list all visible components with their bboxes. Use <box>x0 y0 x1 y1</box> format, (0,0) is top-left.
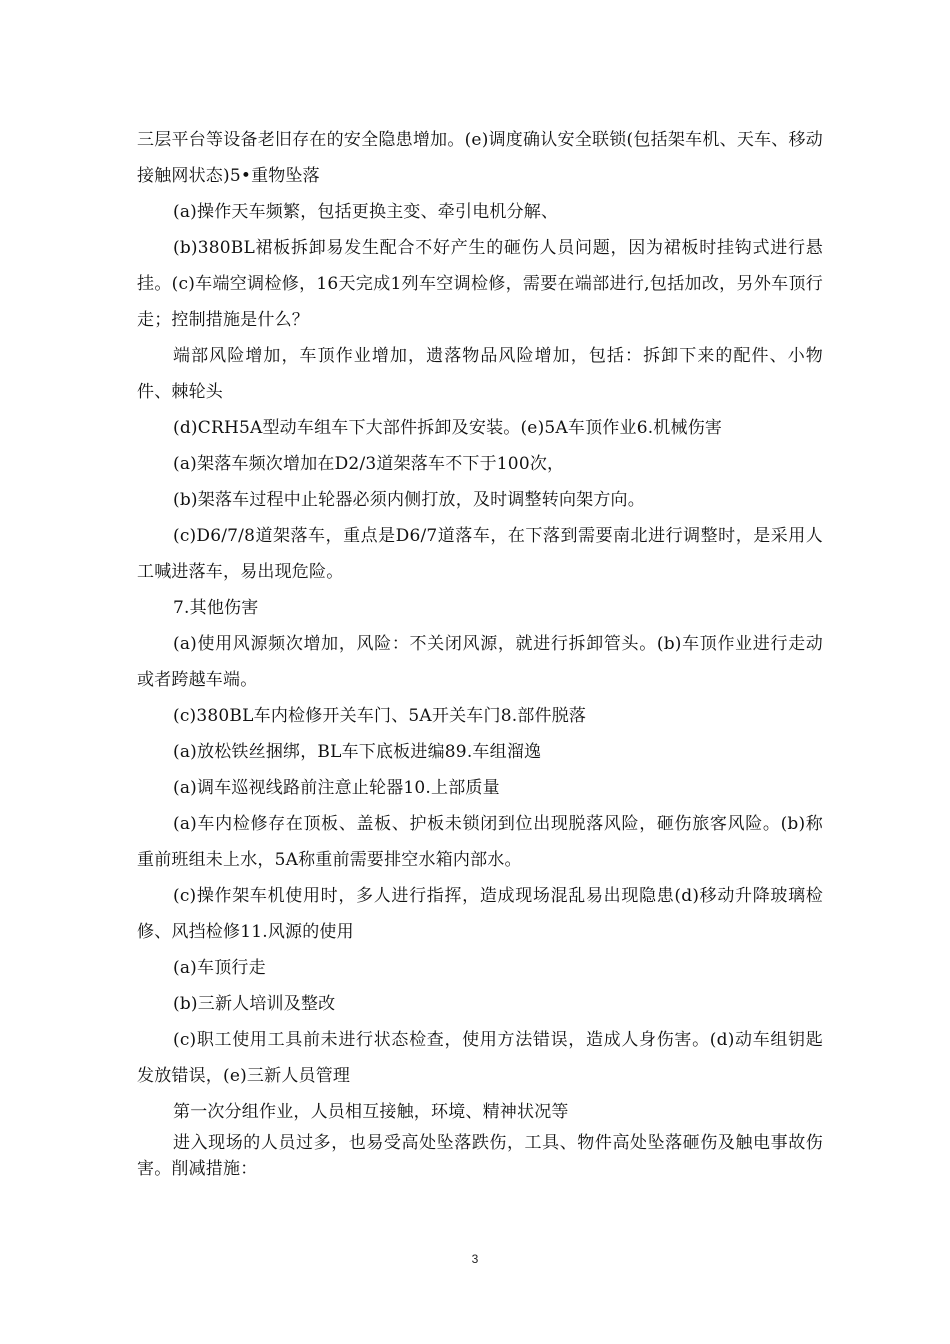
paragraph-9: 7.其他伤害 <box>173 598 259 618</box>
paragraph-3: (b)380BL裙板拆卸易发生配合不好产生的砸伤人员问题，因为裙板时挂钩式进行悬挂。(c)车端空调检修，16天完成1列车空调检修，需要在端部进行,包括加改，另外车顶行走；控制措施是什么？ <box>137 238 823 330</box>
paragraph-4: 端部风险增加，车顶作业增加，遗落物品风险增加，包括：拆卸下来的配件、小物件、棘轮头 <box>137 346 823 402</box>
paragraph-15: (c)操作架车机使用时，多人进行指挥，造成现场混乱易出现隐患(d)移动升降玻璃检修、风挡检修11.风源的使用 <box>137 886 823 942</box>
paragraph-7: (b)架落车过程中止轮器必须内侧打放，及时调整转向架方向。 <box>173 490 645 510</box>
paragraph-13: (a)调车巡视线路前注意止轮器10.上部质量 <box>173 778 500 798</box>
paragraph-1: 三层平台等设备老旧存在的安全隐患增加。(e)调度确认安全联锁(包括架车机、天车、移动接触网状态)5•重物坠落 <box>137 130 823 186</box>
paragraph-17: (b)三新人培训及整改 <box>173 994 336 1014</box>
paragraph-5: (d)CRH5A型动车组车下大部件拆卸及安装。(e)5A车顶作业6.机械伤害 <box>173 418 723 438</box>
paragraph-2: (a)操作天车频繁，包括更换主变、牵引电机分解、 <box>173 202 559 222</box>
paragraph-6: (a)架落车频次增加在D2/3道架落车不下于100次， <box>173 454 565 474</box>
paragraph-8: (c)D6/7/8道架落车，重点是D6/7道落车，在下落到需要南北进行调整时，是采用人工喊进落车，易出现危险。 <box>137 526 823 582</box>
page-number: 3 <box>471 1252 479 1266</box>
paragraph-18: (c)职工使用工具前未进行状态检查，使用方法错误，造成人身伤害。(d)动车组钥匙发放错误，(e)三新人员管理 <box>137 1030 823 1086</box>
paragraph-20: 进入现场的人员过多，也易受高处坠落跌伤，工具、物件高处坠落砸伤及触电事故伤害。削减措施： <box>137 1133 823 1179</box>
paragraph-11: (c)380BL车内检修开关车门、5A开关车门8.部件脱落 <box>173 706 587 726</box>
paragraph-19: 第一次分组作业，人员相互接触，环境、精神状况等 <box>173 1102 569 1122</box>
document-body <box>137 122 823 1182</box>
paragraph-16: (a)车顶行走 <box>173 958 266 978</box>
paragraph-12: (a)放松铁丝捆绑，BL车下底板进编89.车组溜逸 <box>173 742 542 762</box>
paragraph-10: (a)使用风源频次增加，风险：不关闭风源，就进行拆卸管头。(b)车顶作业进行走动或者跨越车端。 <box>137 634 823 690</box>
paragraph-14: (a)车内检修存在顶板、盖板、护板未锁闭到位出现脱落风险，砸伤旅客风险。(b)称重前班组未上水，5A称重前需要排空水箱内部水。 <box>137 814 823 870</box>
